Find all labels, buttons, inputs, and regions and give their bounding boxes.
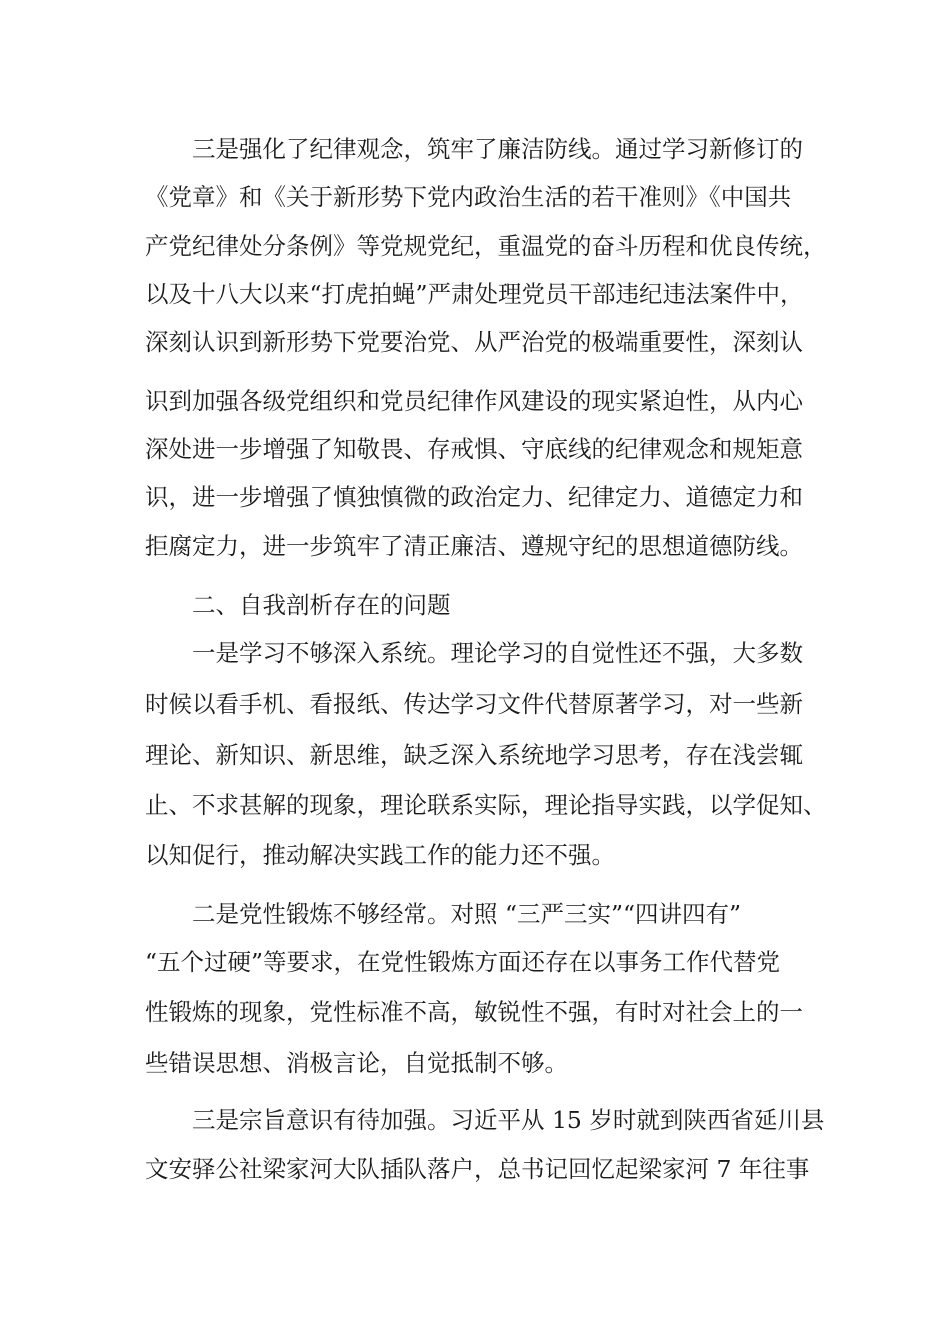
- paragraph-3-line-3: 性锻炼的现象，党性标准不高，敏锐性不强，有时对社会上的一: [145, 998, 803, 1026]
- paragraph-2-line-4: 止、不求甚解的现象，理论联系实际，理论指导实践，以学促知、: [145, 791, 827, 819]
- paragraph-4-line-2: 文安驿公社梁家河大队插队落户，总书记回忆起梁家河 7 年往事: [145, 1155, 810, 1183]
- paragraph-1-line-8: 识，进一步增强了慎独慎微的政治定力、纪律定力、道德定力和: [145, 483, 803, 511]
- paragraph-1-line-9: 拒腐定力，进一步筑牢了清正廉洁、遵规守纪的思想道德防线。: [145, 532, 803, 560]
- paragraph-1-line-4: 以及十八大以来“打虎拍蝇”严肃处理党员干部违纪违法案件中，: [145, 280, 804, 308]
- paragraph-1-line-3: 产党纪律处分条例》等党规党纪，重温党的奋斗历程和优良传统，: [145, 232, 827, 260]
- paragraph-1-line-7: 深处进一步增强了知敬畏、存戒惧、守底线的纪律观念和规矩意: [145, 435, 803, 463]
- section-heading: 二、自我剖析存在的问题: [192, 591, 451, 619]
- paragraph-2-line-2: 时候以看手机、看报纸、传达学习文件代替原著学习，对一些新: [145, 690, 803, 718]
- paragraph-4-line-1: 三是宗旨意识有待加强。习近平从 15 岁时就到陕西省延川县: [192, 1106, 825, 1134]
- paragraph-1-line-2: 《党章》和《关于新形势下党内政治生活的若干准则》《中国共: [145, 183, 792, 211]
- paragraph-3-line-2: “五个过硬”等要求，在党性锻炼方面还存在以事务工作代替党: [145, 948, 781, 976]
- paragraph-3-line-1: 二是党性锻炼不够经常。对照 “三严三实”“四讲四有”: [192, 900, 742, 928]
- paragraph-2-line-1: 一是学习不够深入系统。理论学习的自觉性还不强，大多数: [192, 639, 803, 667]
- paragraph-1-line-5: 深刻认识到新形势下党要治党、从严治党的极端重要性，深刻认: [145, 328, 803, 356]
- paragraph-3-line-4: 些错误思想、消极言论，自觉抵制不够。: [145, 1049, 568, 1077]
- paragraph-1-line-6: 识到加强各级党组织和党员纪律作风建设的现实紧迫性，从内心: [145, 387, 803, 415]
- paragraph-1-line-1: 三是强化了纪律观念，筑牢了廉洁防线。通过学习新修订的: [192, 135, 803, 163]
- paragraph-2-line-5: 以知促行，推动解决实践工作的能力还不强。: [145, 841, 615, 869]
- paragraph-2-line-3: 理论、新知识、新思维，缺乏深入系统地学习思考，存在浅尝辄: [145, 741, 803, 769]
